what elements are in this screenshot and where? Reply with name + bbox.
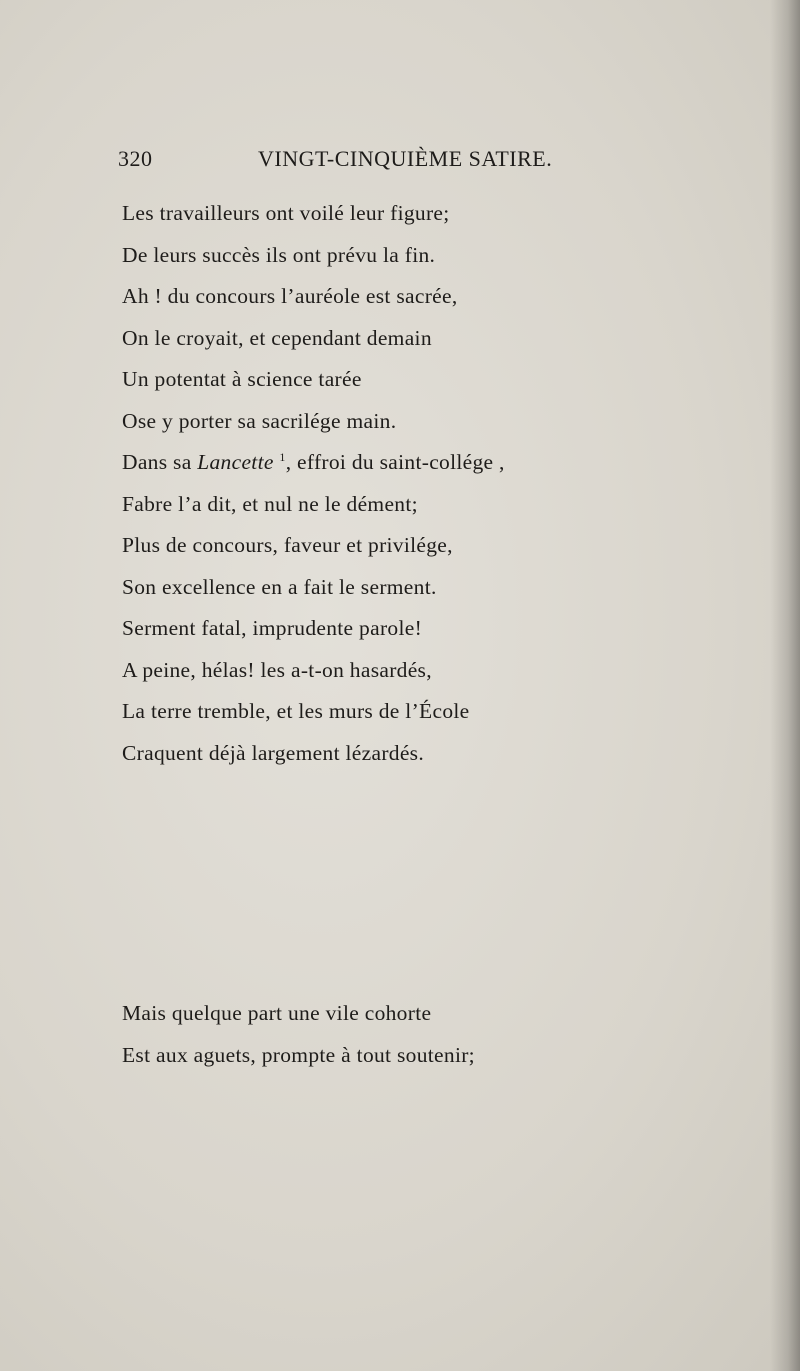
verse-line: Un potentat à science tarée — [122, 367, 362, 391]
page-edge-shadow — [770, 0, 800, 1371]
lancette-suffix: , effroi du saint-collége , — [285, 450, 505, 474]
page-number: 320 — [118, 146, 153, 171]
verse-line: Serment fatal, imprudente parole! — [122, 616, 423, 640]
verse-line: Ah ! du concours l’auréole est sacrée, — [122, 284, 458, 308]
verse-line: De leurs succès ils ont prévu la fin. — [122, 242, 436, 267]
verse-line: Mais quelque part une vile cohorte — [122, 1001, 432, 1025]
lancette-title: Lancette — [197, 450, 274, 474]
verse-line: Ose y porter sa sacrilége main. — [122, 408, 397, 433]
verse-line: Plus de concours, faveur et privilége, — [122, 533, 453, 557]
stanza-2 — [122, 993, 475, 1076]
verse-line: La terre tremble, et les murs de l’École — [122, 699, 470, 723]
verse-line-lancette — [122, 442, 505, 484]
stanza-1 — [122, 193, 505, 774]
verse-line: Craquent déjà largement lézardés. — [122, 740, 425, 765]
verse-line: A peine, hélas! les a-t-on hasardés, — [122, 657, 432, 682]
running-title: VINGT-CINQUIÈME SATIRE. — [258, 146, 553, 171]
verse-line: On le croyait, et cependant demain — [122, 325, 432, 350]
verse-line: Son excellence en a fait le serment. — [122, 574, 437, 599]
page-header — [118, 146, 558, 174]
verse-line: Les travailleurs ont voilé leur figure; — [122, 201, 450, 225]
verse-line: Est aux aguets, prompte à tout soutenir; — [122, 1042, 475, 1067]
verse-line: Fabre l’a dit, et nul ne le dément; — [122, 491, 418, 516]
lancette-prefix: Dans sa — [122, 450, 198, 474]
footnote-reference: 1 — [279, 449, 286, 464]
